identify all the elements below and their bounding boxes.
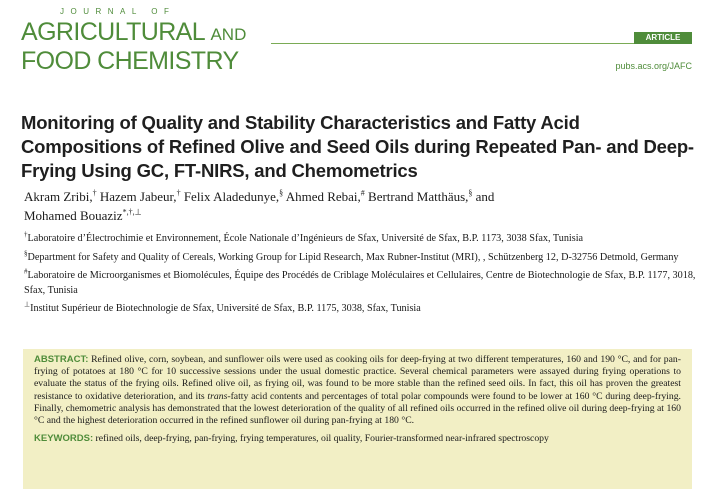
affiliation-text: Department for Safety and Quality of Cereals, Working Group for Lipid Research, Max Rubner-Institut (MRI), , Schützenberg 12, D-32756 Detmold, Germany xyxy=(27,251,679,263)
author-marks: † xyxy=(176,188,181,198)
abstract-text-cont: -fatty acid contents and percentages of total polar compounds were found to be lower at 160 °C during deep-frying. Finally, chemometric analysis has demonstrated that the lowest deterioration of the quality of all refined oils occurred in the refined olive oil during deep-frying at 160 °C and the highest deterioration occurred in the refined sunflower oil during pan-frying at 180 °C. xyxy=(34,390,681,427)
author-marks: # xyxy=(360,188,365,198)
author-marks: *,†,⊥ xyxy=(122,207,142,217)
abstract-text: Refined olive, corn, soybean, and sunflower oils were used as cooking oils for deep-frying at two different temperatures, 160 and 190 °C, and for pan-frying of potatoes at 180 °C for 10 successive sessions under the usual domestic practice. Several chemical parameters were assayed during frying operations to evaluate the status of the frying oils. Refined olive oil, as frying oil, was found to be more stable than the refined seed oils. In fact, this oil has proven the greatest resistance to oxidative deterioration, and its xyxy=(34,354,681,402)
paper-title: Monitoring of Quality and Stability Characteristics and Fatty Acid Compositions of Refined Olive and Seed Oils during Repeated Pan- and Deep-Frying Using GC, FT-NIRS, and Chemometrics xyxy=(21,112,694,181)
author-conjunction: and xyxy=(475,189,495,204)
article-badge: ARTICLE xyxy=(634,32,692,44)
journal-kicker: JOURNAL OF xyxy=(60,7,176,16)
author-name[interactable]: Mohamed Bouaziz xyxy=(24,208,123,223)
affiliation-mark: ⊥ xyxy=(24,300,31,309)
journal-name-line1: AGRICULTURAL xyxy=(21,18,205,46)
author-list xyxy=(24,187,694,225)
journal-url[interactable]: pubs.acs.org/JAFC xyxy=(615,61,692,71)
header-rule xyxy=(271,43,692,44)
abstract xyxy=(34,354,681,427)
affiliation-text: Institut Supérieur de Biotechnologie de Sfax, Université de Sfax, B.P. 1175, 3038, Sfax, Tunisia xyxy=(30,303,421,314)
keywords-text: refined oils, deep-frying, pan-frying, frying temperatures, oil quality, Fourier-transformed near-infrared spectroscopy xyxy=(95,433,549,445)
author-marks: † xyxy=(92,188,97,198)
affiliation-mark: § xyxy=(24,249,28,258)
author-name[interactable]: Hazem Jabeur, xyxy=(99,189,177,204)
journal-logo xyxy=(21,19,246,75)
author-marks: § xyxy=(468,188,473,198)
affiliation xyxy=(24,269,704,298)
affiliation-mark: † xyxy=(24,230,28,239)
author-marks: § xyxy=(279,188,284,198)
journal-name-line2: FOOD CHEMISTRY xyxy=(21,47,239,75)
affiliations xyxy=(24,232,704,321)
author-name[interactable]: Bertrand Matthäus, xyxy=(368,189,469,204)
affiliation xyxy=(24,302,704,317)
keywords xyxy=(34,433,681,445)
affiliation xyxy=(24,232,704,247)
affiliation-text: Laboratoire d’Électrochimie et Environnement, École Nationale d’Ingénieurs de Sfax, Université de Sfax, B.P. 1173, 3038 Sfax, Tunisia xyxy=(27,233,584,244)
affiliation-mark: # xyxy=(24,267,28,276)
keywords-label: KEYWORDS: xyxy=(34,433,94,445)
abstract-label: ABSTRACT: xyxy=(34,354,89,365)
affiliation xyxy=(24,251,704,266)
affiliation-text: Laboratoire de Microorganismes et Biomolécules, Équipe des Procédés de Criblage Moléculaires et Cellulaires, Centre de Biotechnologie de Sfax, B.P. 1177, 3018, Sfax, Tunisia xyxy=(24,270,696,296)
author-name[interactable]: Akram Zribi, xyxy=(24,189,93,204)
abstract-italic: trans xyxy=(207,390,228,402)
journal-name-and: AND xyxy=(210,25,247,44)
author-name[interactable]: Ahmed Rebai, xyxy=(285,189,361,204)
abstract-box xyxy=(23,349,692,489)
author-name[interactable]: Felix Aladedunye, xyxy=(183,189,280,204)
